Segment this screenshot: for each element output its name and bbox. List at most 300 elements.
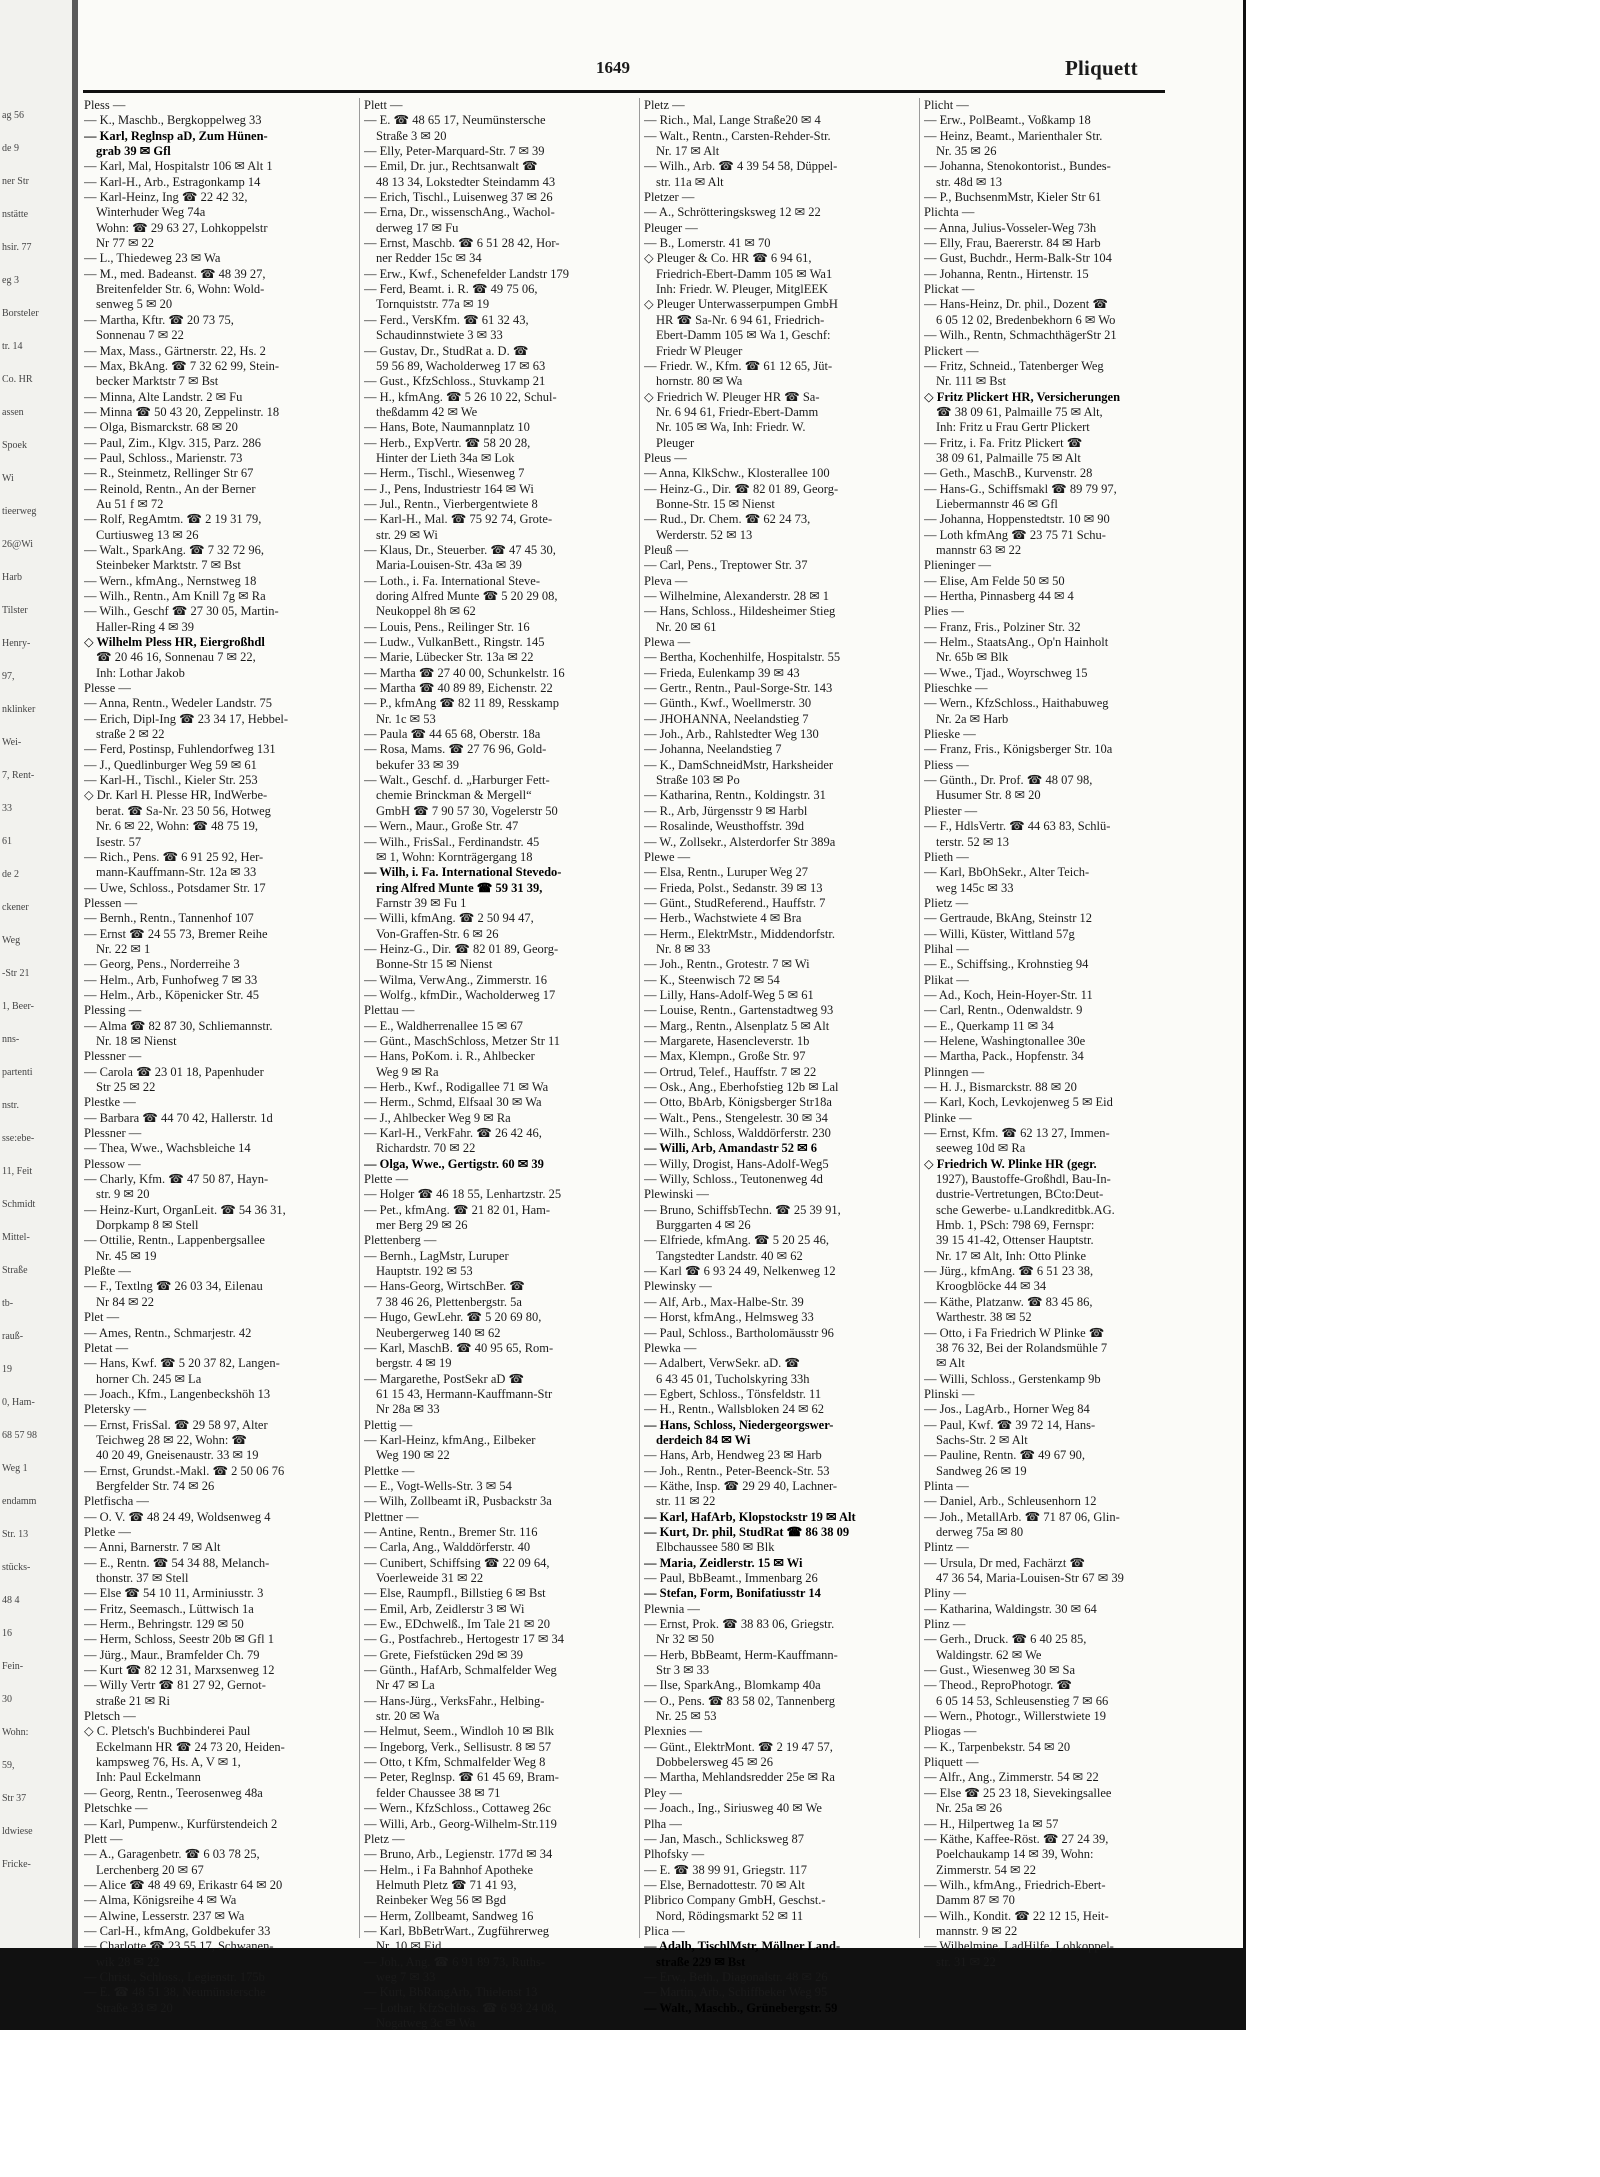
directory-entry: Pleus — [644,450,687,465]
directory-entry: — Karl, HafArb, Klopstockstr 19 ✉ Alt [644,1509,856,1524]
directory-entry: — Elly, Frau, Baererstr. 84 ✉ Harb [924,236,1101,251]
directory-entry: — Emil, Dr. jur., Rechtsanwalt ☎ [364,159,538,174]
directory-entry: — Joh., Rentn., Grotestr. 7 ✉ Wi [644,957,810,972]
running-head: Pliquett [1065,56,1138,80]
previous-page-fragment: Tilster [2,605,28,616]
directory-entry: — Jürg., kfmAng. ☎ 6 51 23 38, [924,1264,1094,1279]
directory-entry: — Adalb, TischlMstr, Möllner Land- [644,1939,841,1954]
directory-entry: Nr. 6 94 61, Friedr-Ebert-Damm [656,404,819,419]
directory-entry: — Stefan, Form, Bonifatiusstr 14 [644,1586,821,1601]
directory-entry: terstr. 52 ✉ 13 [936,834,1009,849]
directory-entry: seeweg 10d ✉ Ra [936,1141,1026,1156]
directory-entry: sche Gewerbe- u.Landkreditbk.AG. [936,1202,1115,1217]
previous-page-fragment: 97, [2,671,15,682]
directory-entry: — Willi, kfmAng. ☎ 2 50 94 47, [364,911,534,926]
directory-entry: Plewinsky — [644,1279,712,1294]
directory-entry: — Gerh., Druck. ☎ 6 40 25 85, [924,1632,1087,1647]
directory-entry: Plieske — [924,727,976,742]
directory-entry: — Martha ☎ 40 89 89, Eichenstr. 22 [364,681,553,696]
directory-entry: — Charly, Kfm. ☎ 47 50 87, Hayn- [84,1172,269,1187]
directory-entry: Warthestr. 38 ✉ 52 [936,1310,1032,1325]
directory-entry: Nr. 2a ✉ Harb [936,711,1009,726]
directory-entry: Werderstr. 52 ✉ 13 [656,527,753,542]
directory-entry: Pletersky — [84,1402,147,1417]
directory-entry: kampsweg 76, Hs. A, V ✉ 1, [96,1755,241,1770]
directory-entry: wik 28 ✉ 22 [96,1954,160,1969]
directory-entry: Teichweg 28 ✉ 22, Wohn: ☎ [96,1432,247,1447]
directory-entry: Wohn: ☎ 29 63 27, Lohkoppelstr [96,220,268,235]
directory-entry: — Ottilie, Rentn., Lappenbergsallee [84,1233,265,1248]
directory-entry: Plinta — [924,1478,969,1493]
directory-entry: Plinz — [924,1617,966,1632]
directory-entry: — Heinz-Kurt, OrganLeit. ☎ 54 36 31, [84,1202,286,1217]
directory-entry: Nr. 8 ✉ 33 [656,941,711,956]
directory-entry: — Jos., LagArb., Horner Weg 84 [924,1402,1090,1417]
directory-entry: mannstr. 9 ✉ 22 [936,1923,1018,1938]
directory-entry: — Alfr., Ang., Zimmerstr. 54 ✉ 22 [924,1770,1099,1785]
directory-entry: straße 2 ✉ 22 [96,727,165,742]
directory-entry: Plett — [364,98,403,112]
directory-entry: mannstr 63 ✉ 22 [936,542,1022,557]
directory-entry: — Heinz-G., Dir. ☎ 82 01 89, Georg- [364,941,559,956]
previous-page-fragment: rauß- [2,1331,24,1342]
directory-entry: — Günth., Dr. Prof. ☎ 48 07 98, [924,773,1093,788]
directory-column-3 [644,98,916,2016]
directory-entry: — J., Ahlbecker Weg 9 ✉ Ra [364,1110,511,1125]
directory-entry: Nr 77 ✉ 22 [96,236,155,251]
directory-entry: — Johanna, Stenokontorist., Bundes- [924,159,1111,174]
directory-entry: Husumer Str. 8 ✉ 20 [936,788,1041,803]
directory-entry: Pless — [84,98,126,112]
directory-entry: Plietz — [924,895,969,910]
directory-entry: Plickat — [924,282,975,297]
directory-entry: — Ferd., VersKfm. ☎ 61 32 43, [364,312,529,327]
directory-entry: Plikat — [924,972,969,987]
directory-entry: — Hans-Heinz, Dr. phil., Dozent ☎ [924,297,1108,312]
directory-entry: ◇ Pleuger Unterwasserpumpen GmbH [644,297,838,312]
directory-entry: Plieschke — [924,681,988,696]
directory-entry: Plettner — [364,1509,419,1524]
directory-entry: Straße 3 ✉ 20 [376,128,447,143]
directory-entry: — Louis, Pens., Reilinger Str. 16 [364,619,530,634]
directory-entry: Nr 32 ✉ 50 [656,1632,715,1647]
directory-entry: — Barbara ☎ 44 70 42, Hallerstr. 1d [84,1110,273,1125]
directory-entry: str. 9 ✉ 20 [96,1187,150,1202]
directory-entry: — Egbert, Schloss., Tönsfeldstr. 11 [644,1386,822,1401]
directory-entry: Bonne-Str 15 ✉ Nienst [376,957,493,972]
directory-entry: Plibrico Company GmbH, Geschst.- [644,1893,826,1908]
directory-entry: Str 3 ✉ 33 [656,1663,710,1678]
directory-entry: — Bernh., Rentn., Tannenhof 107 [84,911,254,926]
directory-entry: Liebermannstr 46 ✉ Gfl [936,496,1058,511]
previous-page-fragment: tieerweg [2,506,37,517]
directory-entry: — Charlotte ☎ 23 55 17, Schwanen- [84,1939,274,1954]
directory-entry: Richardstr. 70 ✉ 22 [376,1141,476,1156]
directory-entry: Nr 84 ✉ 22 [96,1294,155,1309]
directory-entry: Nr 28a ✉ 33 [376,1402,440,1417]
directory-entry: — Wilhelmine, LadHilfe, Lohkoppel- [924,1939,1114,1954]
directory-entry: — Wilh., Geschf ☎ 27 30 05, Martin- [84,604,279,619]
directory-entry: — Karl-H., VerkFahr. ☎ 26 42 46, [364,1126,542,1141]
directory-entry: — Alma ☎ 82 87 30, Schliemannstr. [84,1018,273,1033]
directory-entry: Eckelmann HR ☎ 24 73 20, Heiden- [96,1739,285,1754]
previous-page-fragment: 11, Feit [2,1166,33,1177]
directory-entry: Nr. 65b ✉ Blk [936,650,1009,665]
previous-page-fragment: Fricke- [2,1859,31,1870]
directory-entry: Plies — [924,604,964,619]
directory-entry: Friedrich-Ebert-Damm 105 ✉ Wa1 [656,266,833,281]
directory-entry: — Marg., Rentn., Alsenplatz 5 ✉ Alt [644,1018,830,1033]
directory-entry: — Margarete, Hasencleverstr. 1b [644,1033,810,1048]
directory-entry: — Anna, Julius-Vosseler-Weg 73h [924,220,1097,235]
page-number: 1649 [596,58,630,77]
previous-page-fragment: de 2 [2,869,19,880]
directory-entry: Plewinski — [644,1187,709,1202]
directory-entry: — Jul., Rentn., Vierbergentwiete 8 [364,496,538,511]
directory-entry: — Joach., Kfm., Langenbeckshöh 13 [84,1386,271,1401]
directory-entry: Pletz — [644,98,685,112]
directory-entry: — F., HdlsVertr. ☎ 44 63 83, Schlü- [924,819,1111,834]
directory-entry: — Daniel, Arb., Schleusenhorn 12 [924,1494,1097,1509]
directory-entry: — Helm., StaatsAng., Op'n Hainholt [924,635,1109,650]
directory-entry: — Margarethe, PostSekr aD ☎ [364,1371,525,1386]
directory-entry: Plessing — [84,1003,142,1018]
directory-entry: 7 38 46 26, Plettenbergstr. 5a [376,1294,522,1309]
directory-entry: — Theod., ReproPhotogr. ☎ [924,1678,1072,1693]
directory-entry: — Karl-H., Arb., Estragonkamp 14 [84,174,261,189]
directory-entry: — Ames, Rentn., Schmarjestr. 42 [84,1325,252,1340]
directory-entry: — Günt., ElektrMont. ☎ 2 19 47 57, [644,1739,833,1754]
directory-entry: — Friedr. W., Kfm. ☎ 61 12 65, Jüt- [644,358,833,373]
directory-entry: — Gertr., Rentn., Paul-Sorge-Str. 143 [644,681,833,696]
directory-entry: — Herm., Tischl., Wiesenweg 7 [364,466,525,481]
directory-entry: — Willi, Arb, Amandastr 52 ✉ 6 [644,1141,818,1156]
directory-column-4 [924,98,1196,1970]
directory-entry: Waldingstr. 62 ✉ We [936,1647,1042,1662]
directory-entry: Pleuger — [644,220,698,235]
directory-entry: 59 56 89, Wacholderweg 17 ✉ 63 [376,358,546,373]
directory-entry: Plessow — [84,1156,141,1171]
directory-entry: — Louise, Rentn., Gartenstadtweg 93 [644,1003,834,1018]
directory-entry: Hinter der Lieth 34a ✉ Lok [376,450,515,465]
directory-entry: — Max, Mass., Gärtnerstr. 22, Hs. 2 [84,343,266,358]
directory-entry: straße 229 ✉ Bst [656,1954,746,1969]
directory-entry: — Käthe, Insp. ☎ 29 29 40, Lachner- [644,1478,838,1493]
directory-entry: — E., Schiffsing., Krohnstieg 94 [924,957,1089,972]
directory-entry: Neubergerweg 140 ✉ 62 [376,1325,501,1340]
column-rule [919,98,920,1938]
directory-entry: Voerleweide 31 ✉ 22 [376,1571,484,1585]
directory-entry: 6 05 12 02, Bredenbekhorn 6 ✉ Wo [936,312,1116,327]
directory-entry: — Grete, Fiefstücken 29d ✉ 39 [364,1647,524,1662]
previous-page-fragment: sse:ebe- [2,1133,35,1144]
directory-entry: — E. ☎ 38 99 91, Griegstr. 117 [644,1862,808,1877]
directory-entry: Plestke — [84,1095,136,1110]
directory-entry: 40 20 49, Gneisenaustr. 33 ✉ 19 [96,1448,259,1463]
directory-entry: — Martha, Mehlandsredder 25e ✉ Ra [644,1770,835,1785]
directory-entry: Sandweg 26 ✉ 19 [936,1463,1027,1478]
directory-entry: Plet — [84,1310,120,1325]
previous-page-fragment: -Str 21 [2,968,30,979]
previous-page-fragment: assen [2,407,24,418]
directory-entry: Pliny — [924,1586,967,1601]
directory-entry: Pletzer — [644,190,695,205]
directory-entry: — Rosa, Mams. ☎ 27 76 96, Gold- [364,742,547,757]
column-rule [639,98,640,1938]
previous-page-fragment: tr. 14 [2,341,23,352]
directory-entry: — Alf, Arb., Max-Halbe-Str. 39 [644,1294,804,1309]
directory-entry: Tornquiststr. 77a ✉ 19 [376,297,490,312]
directory-entry: — Wwe., Tjad., Woyrschweg 15 [924,665,1088,680]
directory-entry: ◇ Friedrich W. Pleuger HR ☎ Sa- [644,389,820,404]
directory-entry: — Wilh., Kondit. ☎ 22 12 15, Heit- [924,1908,1109,1923]
directory-entry: Zimmerstr. 54 ✉ 22 [936,1862,1037,1877]
directory-entry: felder Chaussee 38 ✉ 71 [376,1785,501,1800]
directory-entry: Plieth — [924,849,969,864]
directory-entry: — Johanna, Hoppenstedtstr. 10 ✉ 90 [924,512,1110,527]
previous-page-fragment: nns- [2,1034,20,1045]
directory-entry: — E., Querkamp 11 ✉ 34 [924,1018,1054,1033]
directory-entry: ◇ Fritz Plickert HR, Versicherungen [924,389,1121,404]
directory-entry: — Minna ☎ 50 43 20, Zeppelinstr. 18 [84,404,280,419]
previous-page-fragment: Wei- [2,737,22,748]
directory-entry: Plickert — [924,343,979,358]
previous-page-fragment: nstr. [2,1100,19,1111]
directory-entry: Plexnies — [644,1724,702,1739]
directory-entry: Straße 103 ✉ Po [656,773,740,788]
directory-entry: — Thea, Wwe., Wachsbleiche 14 [84,1141,251,1156]
directory-entry: — F., Textlng ☎ 26 03 34, Eilenau [84,1279,263,1294]
directory-entry: Pleuger [656,435,695,450]
directory-entry: — Ernst, Grundst.-Makl. ☎ 2 50 06 76 [84,1463,285,1478]
directory-entry: — Wern., Photogr., Willerstwiete 19 [924,1709,1107,1724]
directory-entry: — B., Lomerstr. 41 ✉ 70 [644,236,771,251]
previous-page-fragment: ner Str [2,176,29,187]
directory-entry: — E., Waldherrenallee 15 ✉ 67 [364,1018,523,1033]
directory-entry: Nr. 25a ✉ 26 [936,1801,1003,1816]
directory-entry: — Walt., Geschf. d. „Harburger Fett- [364,773,550,788]
previous-page-fragment: 48 4 [2,1595,20,1606]
directory-entry: — Elsa, Rentn., Luruper Weg 27 [644,865,809,880]
directory-entry: Nr. 17 ✉ Alt [656,144,720,159]
directory-entry: Plettau — [364,1003,415,1018]
directory-entry: — Jürg., Maur., Bramfelder Ch. 79 [84,1647,260,1662]
directory-entry: — Bernh., LagMstr, Luruper [364,1248,509,1263]
column-rule [359,98,360,1938]
directory-entry: — Franz, Fris., Königsberger Str. 10a [924,742,1113,757]
directory-entry: — Otto, BbArb, Königsberger Str18a [644,1095,832,1110]
directory-entry: — Karl-H., Tischl., Kieler Str. 253 [84,773,258,788]
directory-entry: — Frieda, Polst., Sedanstr. 39 ✉ 13 [644,880,823,895]
directory-entry: Pliquett — [924,1755,979,1770]
directory-entry: Plettke — [364,1463,415,1478]
directory-entry: — Günt., MaschSchloss, Metzer Str 11 [364,1033,561,1048]
directory-entry: Pletsch — [84,1709,136,1724]
directory-entry: ◇ C. Pletsch's Buchbinderei Paul [84,1724,251,1739]
directory-entry: chemie Brinckman & Mergell“ [376,788,532,803]
directory-entry: str. 11a ✉ Alt [656,174,724,189]
directory-entry: — Kurt, BbRangArb, Thielenst 13 [364,1985,538,2000]
directory-entry: Inh: Paul Eckelmann [96,1770,201,1785]
directory-entry: Straße 33 ✉ 20 [96,2000,173,2015]
directory-entry: — Joach., Ing., Siriusweg 40 ✉ We [644,1801,822,1816]
directory-entry: — Herb., Kwf., Rodigallee 71 ✉ Wa [364,1080,549,1094]
directory-entry: — Wilh., kfmAng., Friedrich-Ebert- [924,1877,1106,1892]
directory-entry: Nr. 20 ✉ 61 [656,619,717,634]
directory-entry: derweg 75a ✉ 80 [936,1524,1024,1539]
directory-entry: — K., Maschb., Bergkoppelweg 33 [84,113,262,128]
previous-page-fragment: Fein- [2,1661,24,1672]
directory-entry: 38 76 32, Bei der Rolandsmühle 7 [936,1340,1108,1355]
directory-entry: — Walt., Pens., Stengelestr. 30 ✉ 34 [644,1110,828,1125]
directory-entry: Elbchaussee 580 ✉ Blk [656,1540,775,1555]
directory-entry: — Wilh., Arb. ☎ 4 39 54 58, Düppel- [644,159,838,174]
directory-entry: — J., Quedlinburger Weg 59 ✉ 61 [84,757,257,772]
directory-entry: — Carl, Pens., Treptower Str. 37 [644,558,808,573]
previous-page-fragment: 16 [2,1628,12,1639]
directory-entry: — Martha ☎ 27 40 00, Schunkelstr. 16 [364,665,565,680]
directory-entry: — Gertraude, BkAng, Steinstr 12 [924,911,1093,926]
directory-entry: — H., Rentn., Wallsbloken 24 ✉ 62 [644,1402,825,1417]
previous-page-fragment: endamm [2,1496,37,1507]
directory-entry: — Ingeborg, Verk., Sellisustr. 8 ✉ 57 [364,1739,552,1754]
directory-entry: — Günt., StudReferend., Hauffstr. 7 [644,895,826,910]
directory-entry: — Hans, Schloss, Niedergeorgswer- [644,1417,834,1432]
directory-entry: — L., Thiedeweg 23 ✉ Wa [84,251,221,266]
previous-page-fragment: de 9 [2,143,19,154]
directory-entry: — Emil, Arb, Zeidlerstr 3 ✉ Wi [364,1601,525,1616]
directory-entry: Curtiusweg 13 ✉ 26 [96,527,199,542]
directory-entry: Weg 190 ✉ 22 [376,1448,450,1463]
directory-entry: — Wilhelmine, Alexanderstr. 28 ✉ 1 [644,589,830,603]
directory-entry: Inh: Fritz u Frau Gertr Plickert [936,420,1090,435]
directory-entry: Plinke — [924,1110,972,1125]
directory-entry: Nr. 25 ✉ 53 [656,1709,717,1724]
previous-page-fragment: 33 [2,803,12,814]
directory-entry: — Rosalinde, Weusthoffstr. 39d [644,819,804,834]
directory-entry: — Horst, kfmAng., Helmsweg 33 [644,1310,814,1325]
directory-entry: doring Alfred Munte ☎ 5 20 29 08, [376,589,558,603]
directory-entry: — Georg, Rentn., Teerosenweg 48a [84,1785,263,1800]
directory-entry: HR ☎ Sa-Nr. 6 94 61, Friedrich- [656,312,825,327]
directory-entry: — Günth., Kwf., Woellmerstr. 30 [644,696,812,711]
directory-entry: — P., BuchsenmMstr, Kieler Str 61 [924,190,1102,205]
directory-entry: — Martin, Arb., Schiffbeker Weg 95 [644,1985,828,2000]
previous-page-fragment: Co. HR [2,374,33,385]
directory-entry: — J., Pens, Industriestr 164 ✉ Wi [364,481,534,496]
directory-entry: — Ilse, SparkAng., Blomkamp 40a [644,1678,821,1693]
directory-entry: — Wilh., Rentn, SchmachthägerStr 21 [924,328,1117,343]
directory-entry: Lerchenberg 20 ✉ 67 [96,1862,204,1877]
directory-entry: — Joh., Arb., Rahlstedter Weg 130 [644,727,819,742]
directory-entry: — Karl, Reglnsp aD, Zum Hünen- [84,128,268,143]
directory-entry: — Alice ☎ 48 49 69, Erikastr 64 ✉ 20 [84,1877,283,1892]
directory-entry: hornstr. 80 ✉ Wa [656,374,743,389]
directory-entry: — Fritz, Seemasch., Lüttwisch 1a [84,1601,254,1616]
directory-entry: — Lilly, Hans-Adolf-Weg 5 ✉ 61 [644,987,814,1002]
directory-entry: — Wilh., Rentn., Am Knill 7g ✉ Ra [84,589,266,603]
directory-entry: — Karl ☎ 6 93 24 49, Nelkenweg 12 [644,1264,836,1279]
directory-entry: bergstr. 4 ✉ 19 [376,1356,452,1371]
directory-entry: — Carl, Rentn., Odenwaldstr. 9 [924,1003,1083,1018]
directory-entry: — Gust., Wiesenweg 30 ✉ Sa [924,1663,1076,1678]
directory-entry: Nr. 1c ✉ 53 [376,711,436,726]
directory-entry: — Minna, Alte Landstr. 2 ✉ Fu [84,389,243,404]
directory-entry: Nr. 105 ✉ Wa, Inh: Friedr. W. [656,420,806,435]
directory-entry: Von-Graffen-Str. 6 ✉ 26 [376,926,499,941]
directory-entry: — Anna, Rentn., Wedeler Landstr. 75 [84,696,272,711]
previous-page-fragment: Weg [2,935,21,946]
directory-entry: Poelchaukamp 14 ✉ 39, Wohn: [936,1847,1094,1862]
directory-entry: — Willi, Schloss., Gerstenkamp 9b [924,1371,1101,1386]
directory-entry: — Adalbert, VerwSekr. aD. ☎ [644,1356,800,1371]
directory-entry: 6 05 14 53, Schleusenstieg 7 ✉ 66 [936,1693,1109,1708]
directory-entry: — Martha, Pack., Hopfenstr. 34 [924,1049,1084,1064]
directory-entry: — Ew., EDchwelß., Im Tale 21 ✉ 20 [364,1617,550,1632]
directory-entry: ◇ Pleuger & Co. HR ☎ 6 94 61, [644,251,812,266]
directory-entry: — Hans, Bote, Naumannplatz 10 [364,420,530,435]
directory-entry: — H., kfmAng. ☎ 5 26 10 22, Schul- [364,389,557,404]
directory-entry: Plessen — [84,895,138,910]
directory-entry: — Günth., HafArb, Schmalfelder Weg [364,1663,557,1678]
directory-entry: 6 43 45 01, Tucholskyring 33h [656,1371,810,1386]
directory-entry: Plewka — [644,1340,697,1355]
previous-page-fragment: hsir. 77 [2,242,32,253]
directory-entry: — Carl-H., kfmAng, Goldbekufer 33 [84,1923,271,1938]
directory-entry: Kroogblöcke 44 ✉ 34 [936,1279,1047,1294]
directory-entry: — Rolf, RegAmtm. ☎ 2 19 31 79, [84,512,262,527]
directory-entry: — P., kfmAng ☎ 82 11 89, Resskamp [364,696,559,711]
directory-entry: — JHOHANNA, Neelandstieg 7 [644,711,809,726]
directory-entry: Plette — [364,1172,409,1187]
directory-entry: — Wolfg., kfmDir., Wacholderweg 17 [364,987,556,1002]
directory-entry: — Pauline, Rentn. ☎ 49 67 90, [924,1448,1086,1463]
directory-column-2 [364,98,636,2031]
directory-entry: Ebert-Damm 105 ✉ Wa 1, Geschf: [656,328,831,343]
directory-entry: Bergfelder Str. 74 ✉ 26 [96,1478,215,1493]
directory-entry: Friedr W Pleuger [656,343,743,358]
directory-entry: Helmuth Pletz ☎ 71 41 93, [376,1877,517,1892]
directory-entry: — Hans-G., Schiffsmakl ☎ 89 79 97, [924,481,1117,496]
directory-entry: — Karl-H., Mal. ☎ 75 92 74, Grote- [364,512,553,527]
directory-entry: Plewnia — [644,1601,700,1616]
directory-entry: Plewa — [644,635,691,650]
directory-entry: Plewe — [644,849,691,864]
directory-entry: Pleva — [644,573,688,588]
previous-page-fragment: ag 56 [2,110,24,121]
directory-entry: — Wern., kfmAng., Nernstweg 18 [84,573,257,588]
directory-entry: dustrie-Vertretungen, BCto:Deut- [936,1187,1104,1202]
directory-entry: — Ferd, Beamt. i. R. ☎ 49 75 06, [364,282,538,297]
directory-entry: ner Redder 15c ✉ 34 [376,251,482,266]
directory-entry: Str 25 ✉ 22 [96,1080,156,1094]
directory-entry: ◇ Dr. Karl H. Plesse HR, IndWerbe- [84,788,268,803]
directory-entry: senweg 5 ✉ 20 [96,297,173,312]
directory-entry: — Elly, Peter-Marquard-Str. 7 ✉ 39 [364,144,545,159]
previous-page-fragment: Str 37 [2,1793,27,1804]
directory-entry: 38 09 61, Palmaille 75 ✉ Alt [936,450,1081,465]
directory-entry: — Erw., Beth., Diagonalstr. 48 ✉ 26 [644,1969,828,1984]
previous-page-fragment: Borsteler [2,308,39,319]
directory-entry: — Rich., Pens. ☎ 6 91 25 92, Her- [84,849,264,864]
directory-entry: — R., Steinmetz, Rellinger Str 67 [84,466,254,481]
directory-entry: — Erw., PolBeamt., Voßkamp 18 [924,113,1091,128]
previous-page-fragment: 30 [2,1694,12,1705]
directory-entry: Nr 47 ✉ La [376,1678,435,1693]
directory-entry: Nr. 18 ✉ Nienst [96,1033,177,1048]
directory-entry: — A., Garagenbetr. ☎ 6 03 78 25, [84,1847,260,1862]
directory-entry: — Wilh., Schloss, Walddörferstr. 230 [644,1126,831,1141]
